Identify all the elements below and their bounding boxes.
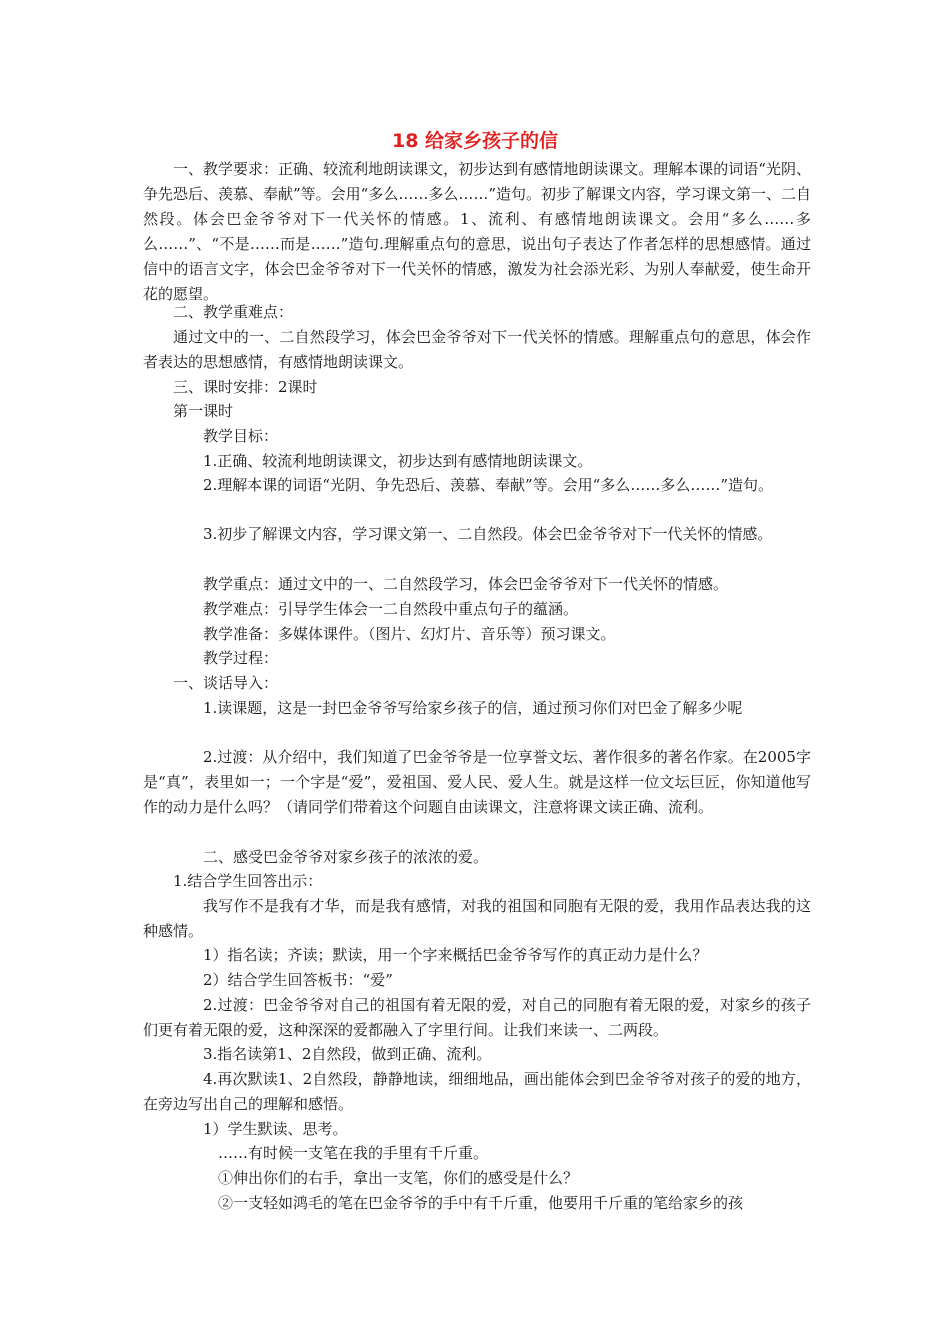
paragraph-first-lesson: 第一课时 xyxy=(173,402,234,420)
paragraph-intro-1: 1.读课题，这是一封巴金爷爷写给家乡孩子的信，通过预习你们对巴金了解多少呢 xyxy=(203,699,743,717)
paragraph-pen-quote: ……有时候一支笔在我的手里有千斤重。 xyxy=(218,1144,489,1162)
paragraph-teaching-difficulty: 教学难点：引导学生体会一二自然段中重点句子的蕴涵。 xyxy=(203,600,579,618)
paragraph-step-2: 2）结合学生回答板书：“爱” xyxy=(203,971,393,989)
paragraph-preparation: 教学准备：多媒体课件。（图片、幻灯片、音乐等）预习课文。 xyxy=(203,625,616,643)
paragraph-requirements: 一、教学要求：正确、较流利地朗读课文，初步达到有感情地朗读课文。理解本课的词语“光阴、争先恐后、羡慕、奉献”等。会用“多么……多么……”造句。初步了解课文内容，学习课文第一、二自然段。体会巴金爷爷对下一代关怀的情感。1、流利、有感情地朗读课文。会用“多么……多么……”、“不是……而是……”造句.理解重点句的意思，说出句子表达了作者怎样的思想感情。通过信中的语言文字，体会巴金爷爷对下一代关怀的情感，激发为社会添光彩、为别人奉献爱，使生命开花的愿望。 xyxy=(143,160,812,303)
paragraph-process-heading: 教学过程： xyxy=(203,649,279,667)
paragraph-schedule: 三、课时安排：2课时 xyxy=(173,378,318,396)
paragraph-objective-1: 1.正确、较流利地朗读课文，初步达到有感情地朗读课文。 xyxy=(203,452,593,470)
paragraph-step-1: 1）指名读；齐读；默读，用一个字来概括巴金爷爷写作的真正动力是什么？ xyxy=(203,946,708,964)
paragraph-quote: 我写作不是我有才华，而是我有感情，对我的祖国和同胞有无限的爱，我用作品表达我的这种感情。 xyxy=(143,897,811,940)
paragraph-teaching-focus: 教学重点：通过文中的一、二自然段学习，体会巴金爷爷对下一代关怀的情感。 xyxy=(203,575,729,593)
paragraph-objectives-heading: 教学目标： xyxy=(203,427,279,445)
paragraph-read-1-2: 3.指名读第1、2自然段，做到正确、流利。 xyxy=(203,1045,492,1063)
paragraph-objective-2: 2.理解本课的词语“光阴、争先恐后、羡慕、奉献”等。会用“多么……多么……”造句。 xyxy=(203,476,773,494)
paragraph-student-think: 1）学生默读、思考。 xyxy=(203,1120,348,1138)
paragraph-combine-answer: 1.结合学生回答出示： xyxy=(173,872,323,890)
paragraph-section-2-heading: 二、感受巴金爷爷对家乡孩子的浓浓的爱。 xyxy=(203,848,489,866)
paragraph-key-points: 通过文中的一、二自然段学习，体会巴金爷爷对下一代关怀的情感。理解重点句的意思，体会作者表达的思想感情，有感情地朗读课文。 xyxy=(143,328,811,371)
paragraph-intro-heading: 一、谈话导入： xyxy=(173,674,279,692)
paragraph-intro-2: 2.过渡：从介绍中，我们知道了巴金爷爷是一位享誉文坛、著作很多的著名作家。在2005字是“真”，表里如一；一个字是“爱”，爱祖国、爱人民、爱人生。就是这样一位文坛巨匠，你知道他写作的动力是什么吗？（请同学们带着这个问题自由读课文，注意将课文读正确、流利。 xyxy=(143,748,811,816)
paragraph-question-2: ②一支轻如鸿毛的笔在巴金爷爷的手中有千斤重，他要用千斤重的笔给家乡的孩 xyxy=(218,1194,744,1212)
paragraph-silent-reading: 4.再次默读1、2自然段，静静地读，细细地品，画出能体会到巴金爷爷对孩子的爱的地方，在旁边写出自己的理解和感悟。 xyxy=(143,1070,811,1113)
document-title: 18 给家乡孩子的信 xyxy=(391,130,559,152)
paragraph-transition: 2.过渡：巴金爷爷对自己的祖国有着无限的爱，对自己的同胞有着无限的爱，对家乡的孩子们更有着无限的爱，这种深深的爱都融入了字里行间。让我们来读一、二两段。 xyxy=(143,996,811,1039)
paragraph-question-1: ①伸出你们的右手，拿出一支笔，你们的感受是什么？ xyxy=(218,1169,579,1187)
paragraph-heading-key-points: 二、教学重难点： xyxy=(173,303,294,321)
paragraph-objective-3: 3.初步了解课文内容，学习课文第一、二自然段。体会巴金爷爷对下一代关怀的情感。 xyxy=(203,525,773,543)
